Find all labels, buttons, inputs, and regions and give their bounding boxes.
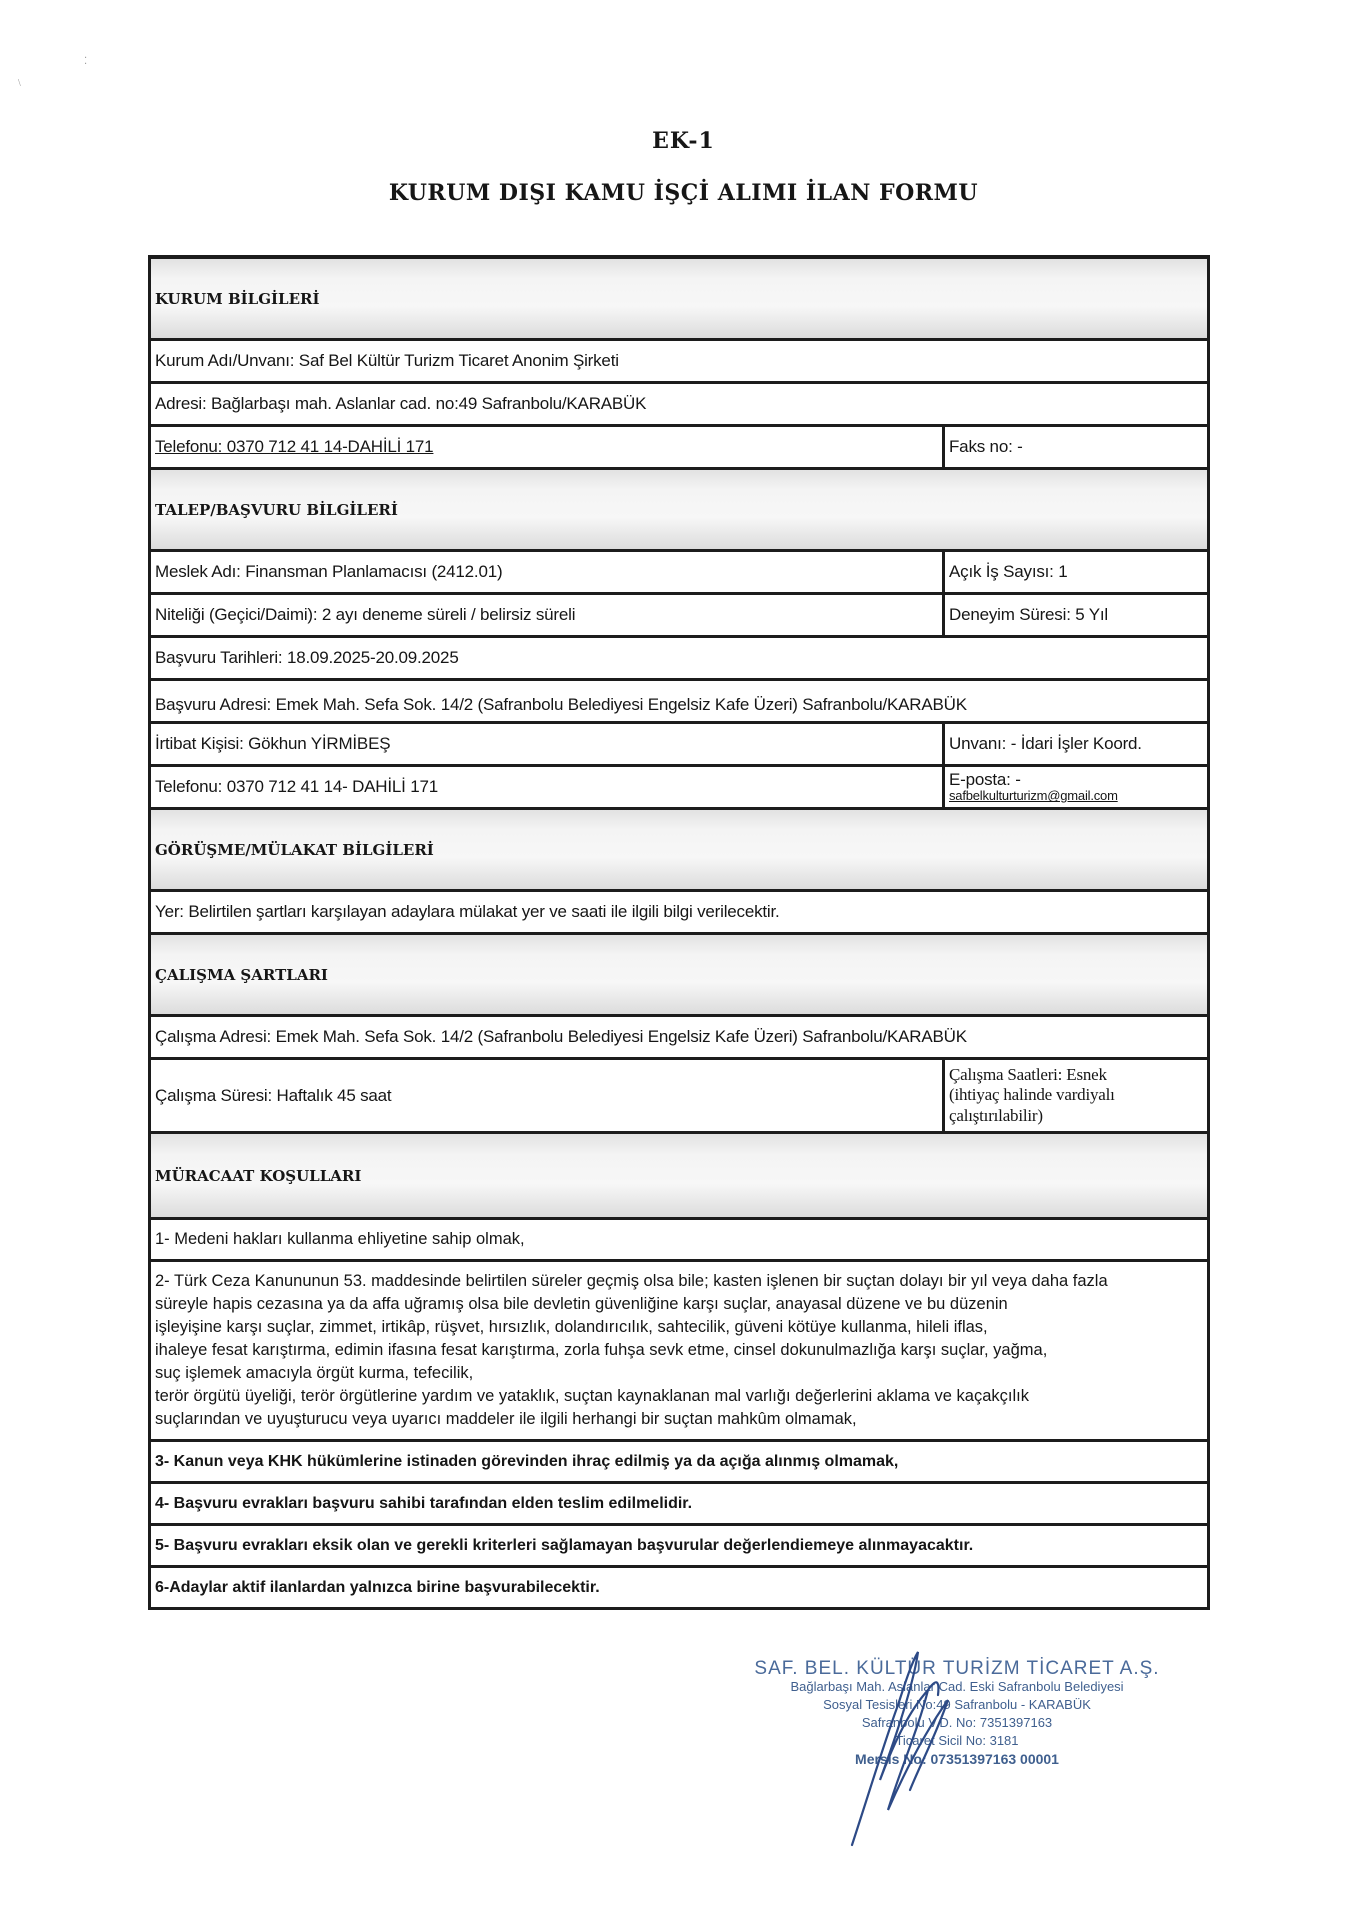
condition-item <box>151 1262 1207 1442</box>
working-duration: Çalışma Süresi: Haftalık 45 saat <box>155 1085 392 1105</box>
experience-duration: Deneyim Süresi: 5 Yıl <box>942 595 1207 635</box>
open-positions: Açık İş Sayısı: 1 <box>942 552 1207 592</box>
condition-text-continued: suçlarından ve uyuşturucu veya uyarıcı maddeler ile ilgili herhangi bir suçtan mahkûm olmamak, <box>155 1410 857 1428</box>
stamp-mersis-number: Mersis No: 07351397163 00001 <box>855 1751 1059 1767</box>
condition-text-continued: suç işlemek amacıyla örgüt kurma, tefecilik, <box>155 1364 474 1382</box>
condition-item <box>151 1526 1207 1568</box>
condition-text-continued: terör örgütü üyeliği, terör örgütlerine yardım ve yataklık, suçtan kaynaklanan mal varlığı değerlerini aklama ve kaçakçılık <box>155 1387 1029 1405</box>
condition-text-continued: işleyişine karşı suçlar, zimmet, irtikâp, rüşvet, hırsızlık, dolandırıcılık, sahtecilik, güveni kötüye kullanma, hileli iflas, <box>155 1318 988 1336</box>
email-label: E-posta: - <box>949 769 1021 789</box>
institution-address: Adresi: Bağlarbaşı mah. Aslanlar cad. no:49 Safranbolu/KARABÜK <box>155 394 647 413</box>
institution-phone: Telefonu: 0370 712 41 14-DAHİLİ 171 <box>155 437 434 456</box>
application-dates-row <box>151 638 1207 681</box>
contact-email-cell <box>942 767 1207 807</box>
section-header-institution: KURUM BİLGİLERİ <box>151 259 1207 341</box>
section-header-conditions: MÜRACAAT KOŞULLARI <box>151 1134 1207 1220</box>
stamp-tax-number: Safranbolu V.D. No: 7351397163 <box>861 1715 1053 1730</box>
condition-text: 5- Başvuru evrakları eksik olan ve gerekli kriterleri sağlamayan başvurular değerlendiemeye alınmayacaktır. <box>155 1537 974 1554</box>
stamp-trade-registry: Ticaret Sicil No: 3181 <box>895 1733 1019 1748</box>
contact-phone-row <box>151 767 1207 810</box>
condition-text: 2- Türk Ceza Kanununun 53. maddesinde belirtilen süreler geçmiş olsa bile; kasten işlenen bir suçtan dolayı bir yıl veya daha fazla <box>155 1272 1108 1290</box>
contact-title: Unvanı: - İdari İşler Koord. <box>942 724 1207 764</box>
nature-row <box>151 595 1207 638</box>
occupation-row <box>151 552 1207 595</box>
stamp-address-line: Sosyal Tesisleri No:49 Safranbolu - KARABÜK <box>823 1697 1091 1712</box>
stamp-address-line: Bağlarbaşı Mah. Aslanlar Cad. Eski Safranbolu Belediyesi <box>790 1679 1124 1694</box>
condition-item <box>151 1220 1207 1262</box>
condition-text-continued: ihaleye fesat karıştırma, edimin ifasına fesat karıştırma, zorla fuhşa sevk etme, cinsel dokunulmazlığa karşı suçlar, yağma, <box>155 1341 1048 1359</box>
interview-place-row <box>151 892 1207 935</box>
working-hours-cell <box>942 1060 1207 1131</box>
condition-text: 6-Adaylar aktif ilanlardan yalnızca birine başvurabilecektir. <box>155 1579 600 1596</box>
institution-address-row <box>151 384 1207 427</box>
occupation-name: Meslek Adı: Finansman Planlamacısı (2412.01) <box>155 562 503 581</box>
working-hours-row <box>151 1060 1207 1134</box>
working-address-row <box>151 1017 1207 1060</box>
application-address-row <box>151 681 1207 724</box>
annex-label: EK-1 <box>652 128 715 154</box>
employment-nature: Niteliği (Geçici/Daimi): 2 ayı deneme süreli / belirsiz süreli <box>155 605 576 624</box>
institution-name-row <box>151 341 1207 384</box>
section-header-application: TALEP/BAŞVURU BİLGİLERİ <box>151 470 1207 552</box>
condition-item <box>151 1442 1207 1484</box>
working-hours-line: çalıştırılabilir) <box>949 1105 1043 1125</box>
working-hours-line: (ihtiyaç halinde vardiyalı <box>949 1085 1115 1105</box>
condition-item <box>151 1484 1207 1526</box>
section-header-interview: GÖRÜŞME/MÜLAKAT BİLGİLERİ <box>151 810 1207 892</box>
section-header-working: ÇALIŞMA ŞARTLARI <box>151 935 1207 1017</box>
announcement-form-table <box>148 255 1210 1610</box>
application-dates: Başvuru Tarihleri: 18.09.2025-20.09.2025 <box>155 648 459 667</box>
scan-artifact: ⁚ <box>84 56 88 67</box>
condition-text-continued: süreyle hapis cezasına ya da affa uğramış olsa bile devletin güvenliğine karşı suçlar, anayasal düzene ve bu düzenin <box>155 1295 1008 1313</box>
interview-place: Yer: Belirtilen şartları karşılayan adaylara mülakat yer ve saati ile ilgili bilgi verilecektir. <box>155 902 780 921</box>
institution-name: Kurum Adı/Unvanı: Saf Bel Kültür Turizm Ticaret Anonim Şirketi <box>155 351 619 370</box>
contact-person-row <box>151 724 1207 767</box>
contact-person: İrtibat Kişisi: Gökhun YİRMİBEŞ <box>155 734 391 753</box>
condition-text: 4- Başvuru evrakları başvuru sahibi tarafından elden teslim edilmelidir. <box>155 1495 693 1512</box>
institution-phone-row <box>151 427 1207 470</box>
email-address-link[interactable]: safbelkulturturizm@gmail.com <box>949 788 1118 804</box>
signature-icon <box>840 1650 990 1850</box>
contact-phone: Telefonu: 0370 712 41 14- DAHİLİ 171 <box>155 777 438 796</box>
working-address: Çalışma Adresi: Emek Mah. Sefa Sok. 14/2 (Safranbolu Belediyesi Engelsiz Kafe Üzeri) Safranbolu/KARABÜK <box>155 1027 967 1046</box>
stamp-company-name: SAF. BEL. KÜLTÜR TURİZM TİCARET A.Ş. <box>754 1658 1160 1679</box>
application-address: Başvuru Adresi: Emek Mah. Sefa Sok. 14/2 (Safranbolu Belediyesi Engelsiz Kafe Üzeri) Safranbolu/KARABÜK <box>155 695 967 714</box>
condition-text-block <box>151 1262 1112 1439</box>
form-title: KURUM DIŞI KAMU İŞÇİ ALIMI İLAN FORMU <box>388 180 979 206</box>
condition-text: 3- Kanun veya KHK hükümlerine istinaden görevinden ihraç edilmiş ya da açığa alınmış olmamak, <box>155 1453 899 1470</box>
working-hours-line: Çalışma Saatleri: Esnek <box>949 1064 1107 1084</box>
condition-item <box>151 1568 1207 1607</box>
scan-artifact: \ <box>18 78 21 89</box>
institution-fax: Faks no: - <box>942 427 1207 467</box>
condition-text: 1- Medeni hakları kullanma ehliyetine sahip olmak, <box>155 1230 525 1248</box>
